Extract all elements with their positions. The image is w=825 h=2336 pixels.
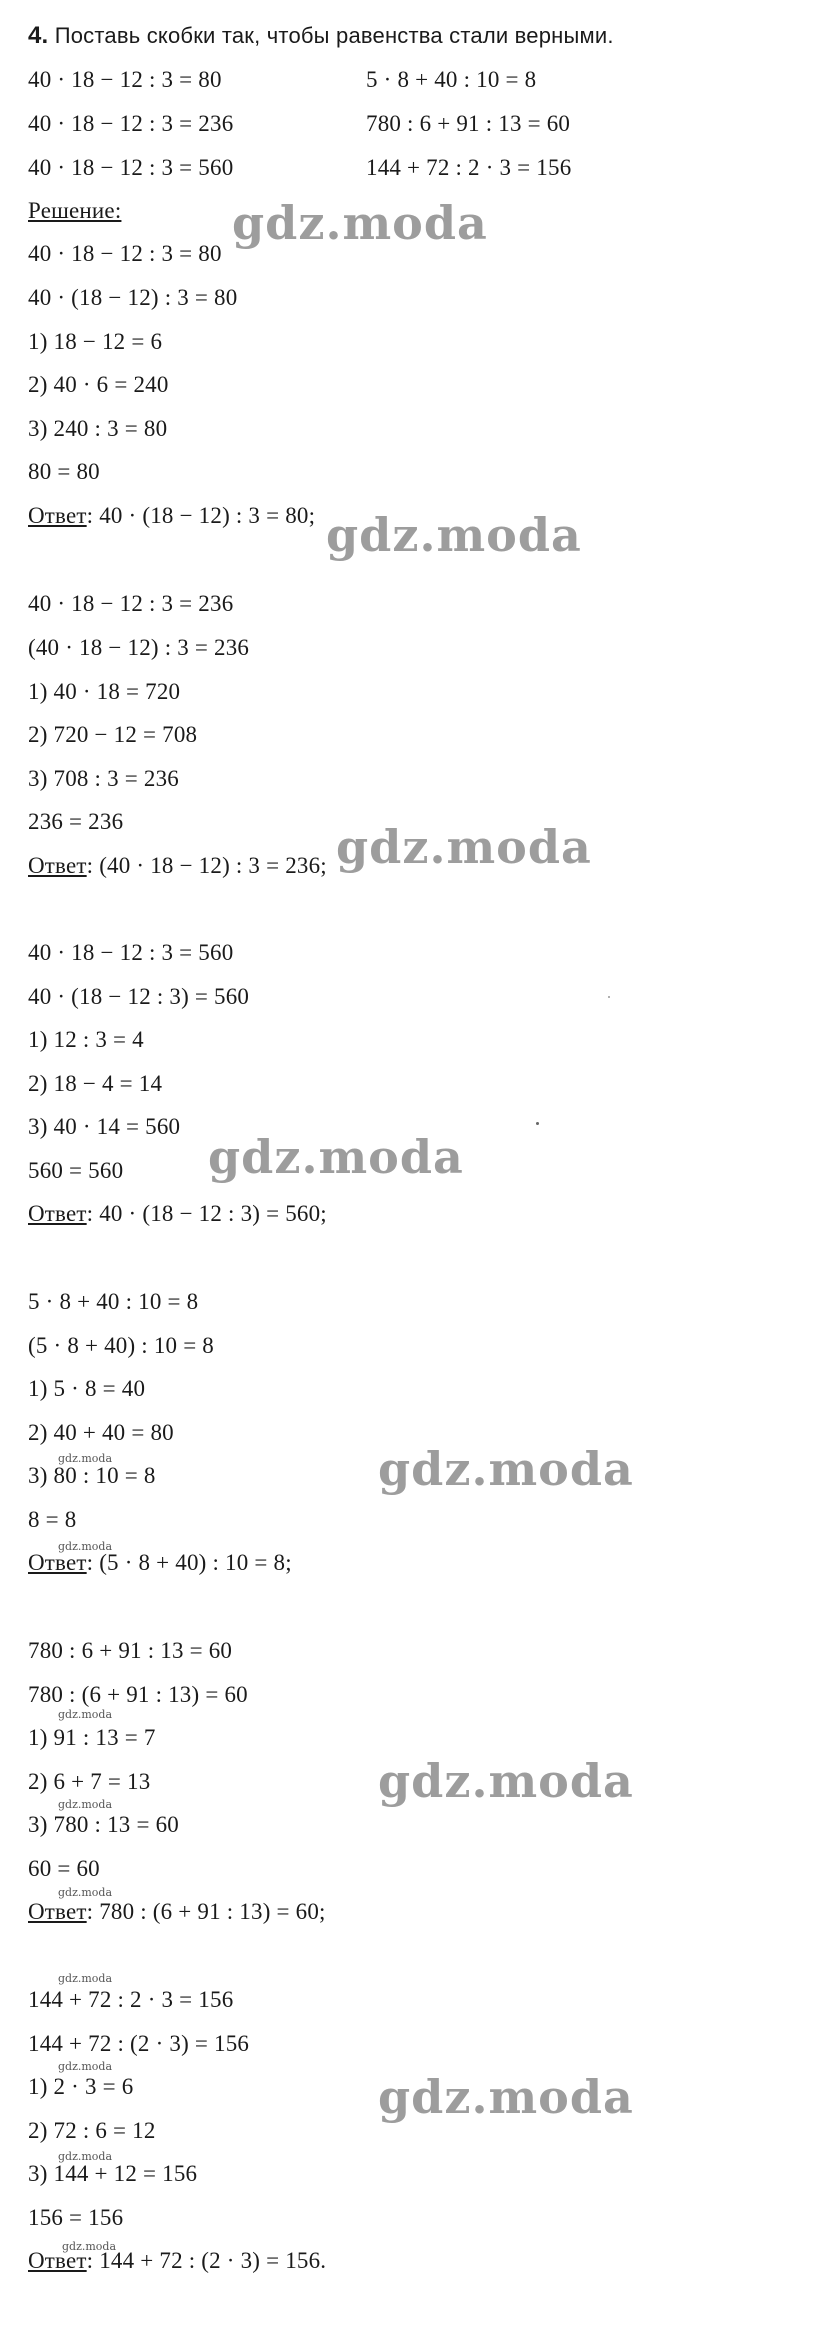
block3-line2: 40 · (18 − 12 : 3) = 560 [28, 984, 250, 1009]
block1-answer-text: : 40 · (18 − 12) : 3 = 80; [86, 503, 316, 528]
answer-label: Ответ [28, 503, 87, 528]
block3-line1: 40 · 18 − 12 : 3 = 560 [28, 940, 234, 965]
block6-step1: 1) 2 · 3 = 6 [28, 2074, 134, 2099]
block1-line1: 40 · 18 − 12 : 3 = 80 [28, 241, 222, 266]
answer-label: Ответ [28, 1201, 87, 1226]
block1-step3: 3) 240 : 3 = 80 [28, 416, 168, 441]
scan-speck [536, 1122, 539, 1125]
task-text: Поставь скобки так, чтобы равенства стали верными. [54, 23, 614, 48]
watermark-small: gdz.moda [58, 1708, 113, 1721]
block2-answer [28, 852, 327, 880]
solution-label: Решение: [28, 198, 122, 223]
watermark-small: gdz.moda [58, 1886, 113, 1899]
watermark: gdz.moda [378, 1754, 634, 1808]
watermark: gdz.moda [208, 1130, 464, 1184]
watermark-small: gdz.moda [58, 1452, 113, 1465]
block5-answer [28, 1898, 326, 1926]
block1-step2: 2) 40 · 6 = 240 [28, 372, 169, 397]
block4-check: 8 = 8 [28, 1507, 77, 1532]
block5-step1: 1) 91 : 13 = 7 [28, 1725, 156, 1750]
block2-check: 236 = 236 [28, 809, 124, 834]
block3-step2: 2) 18 − 4 = 14 [28, 1071, 163, 1096]
block6-step3: 3) 144 + 12 = 156 [28, 2161, 198, 2186]
block3-answer-text: : 40 · (18 − 12 : 3) = 560; [86, 1201, 327, 1226]
block4-step2: 2) 40 + 40 = 80 [28, 1420, 174, 1445]
watermark: gdz.moda [336, 820, 592, 874]
block4-line1: 5 · 8 + 40 : 10 = 8 [28, 1289, 199, 1314]
block1-line2: 40 · (18 − 12) : 3 = 80 [28, 285, 238, 310]
problem-right-2: 780 : 6 + 91 : 13 = 60 [366, 111, 571, 136]
problem-right-3: 144 + 72 : 2 · 3 = 156 [366, 155, 572, 180]
task-number: 4. [28, 22, 49, 49]
block3-step3: 3) 40 · 14 = 560 [28, 1114, 181, 1139]
block2-line2: (40 · 18 − 12) : 3 = 236 [28, 635, 250, 660]
block2-step1: 1) 40 · 18 = 720 [28, 679, 181, 704]
answer-label: Ответ [28, 853, 87, 878]
block6-answer-text: : 144 + 72 : (2 · 3) = 156. [86, 2248, 327, 2273]
block4-answer [28, 1549, 292, 1577]
block4-step1: 1) 5 · 8 = 40 [28, 1376, 146, 1401]
answer-label: Ответ [28, 1550, 87, 1575]
block1-answer [28, 502, 315, 530]
watermark: gdz.moda [326, 508, 582, 562]
block4-line2: (5 · 8 + 40) : 10 = 8 [28, 1333, 215, 1358]
watermark-small: gdz.moda [58, 1798, 113, 1811]
watermark-small: gdz.moda [62, 2240, 117, 2253]
block5-check: 60 = 60 [28, 1856, 100, 1881]
block2-line1: 40 · 18 − 12 : 3 = 236 [28, 591, 234, 616]
block3-answer [28, 1200, 327, 1228]
block5-step2: 2) 6 + 7 = 13 [28, 1769, 151, 1794]
block5-step3: 3) 780 : 13 = 60 [28, 1812, 179, 1837]
block6-step2: 2) 72 : 6 = 12 [28, 2118, 156, 2143]
watermark: gdz.moda [378, 1442, 634, 1496]
block1-step1: 1) 18 − 12 = 6 [28, 329, 163, 354]
watermark: gdz.moda [232, 196, 488, 250]
watermark-small: gdz.moda [58, 1972, 113, 1985]
block4-answer-text: : (5 · 8 + 40) : 10 = 8; [86, 1550, 292, 1575]
answer-label: Ответ [28, 2248, 87, 2273]
block6-line2: 144 + 72 : (2 · 3) = 156 [28, 2031, 250, 2056]
problem-left-3: 40 · 18 − 12 : 3 = 560 [28, 155, 234, 180]
watermark-small: gdz.moda [58, 1540, 113, 1553]
scan-speck [608, 996, 610, 998]
block3-step1: 1) 12 : 3 = 4 [28, 1027, 144, 1052]
block4-step3: 3) 80 : 10 = 8 [28, 1463, 156, 1488]
block5-line2: 780 : (6 + 91 : 13) = 60 [28, 1682, 248, 1707]
watermark: gdz.moda [378, 2070, 634, 2124]
answer-label: Ответ [28, 1899, 87, 1924]
task-heading [28, 22, 614, 50]
block1-check: 80 = 80 [28, 459, 100, 484]
problem-left-2: 40 · 18 − 12 : 3 = 236 [28, 111, 234, 136]
block6-line1: 144 + 72 : 2 · 3 = 156 [28, 1987, 234, 2012]
block3-check: 560 = 560 [28, 1158, 124, 1183]
watermark-small: gdz.moda [58, 2060, 113, 2073]
problem-right-1: 5 · 8 + 40 : 10 = 8 [366, 67, 537, 92]
block5-answer-text: : 780 : (6 + 91 : 13) = 60; [86, 1899, 326, 1924]
block2-step2: 2) 720 − 12 = 708 [28, 722, 198, 747]
block5-line1: 780 : 6 + 91 : 13 = 60 [28, 1638, 233, 1663]
watermark-small: gdz.moda [58, 2150, 113, 2163]
block6-check: 156 = 156 [28, 2205, 124, 2230]
problem-left-1: 40 · 18 − 12 : 3 = 80 [28, 67, 222, 92]
block2-step3: 3) 708 : 3 = 236 [28, 766, 179, 791]
block2-answer-text: : (40 · 18 − 12) : 3 = 236; [86, 853, 327, 878]
